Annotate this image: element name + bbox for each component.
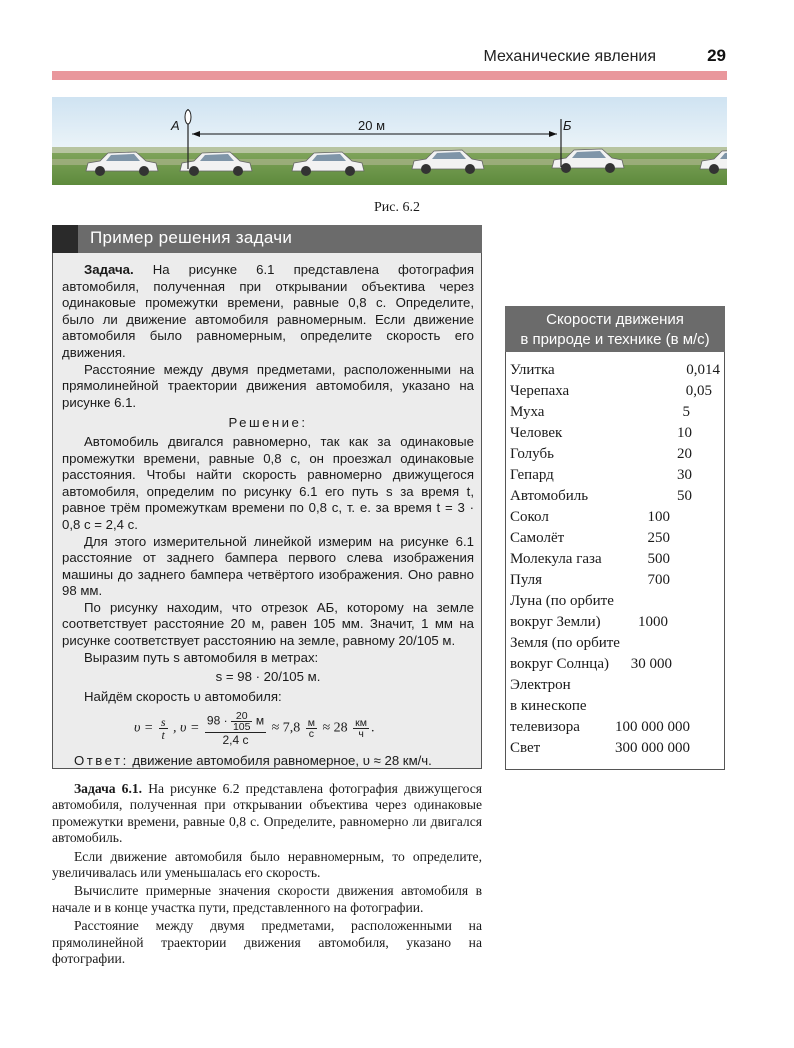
example-title: Пример решения задачи [90, 228, 293, 247]
label-point-b: Б [563, 118, 572, 133]
speed-table-row-name: Муха [510, 404, 545, 420]
speed-table-row-name: Луна (по орбите [510, 593, 614, 609]
speed-table-row-name: Черепаха [510, 383, 570, 399]
solution-heading: Решение: [228, 415, 308, 431]
speed-table-row-name: Голубь [510, 446, 554, 462]
solution-paragraph-1: Автомобиль двигался равномерно, так как за одинаковые промежутки времени, равные 0,8 с, он проезжал одинаковые расстояния. Чтобы найти скорость равномерно движущегося автомобиля, определим по рисунку 6.1 его путь s за время t, равное трём промежуткам времени по 0,8 с, т. е. за время t = 3 · 0,8 с = 2,4 с. [62, 433, 474, 532]
solution-paragraph-4: Выразим путь s автомобиля в метрах: [84, 649, 319, 665]
speed-table-row-name: Гепард [510, 467, 554, 483]
example-body [62, 262, 474, 770]
speed-table-row-name: вокруг Земли) [510, 614, 601, 630]
speed-table-row-name: Сокол [510, 509, 549, 525]
task-6-1-paragraph-2: Если движение автомобиля было неравномерным, то определите, увеличивалась или уменьшалась его скорость. [52, 848, 482, 881]
task-6-1 [52, 781, 482, 967]
car-photo-illustration [52, 97, 727, 185]
speed-table-row-value: 10 [677, 425, 692, 441]
speed-table-row-name: Земля (по орбите [510, 635, 620, 651]
answer-text: движение автомобиля равномерное, υ ≈ 28 км/ч. [128, 753, 432, 769]
speed-table-row-value: 100 000 000 [615, 719, 690, 735]
example-paragraph-2: Расстояние между двумя предметами, расположенными на прямолинейной траектории движения автомобиля, указано на рисунке 6.1. [62, 361, 474, 410]
speed-table-row-value: 250 [647, 530, 670, 546]
speed-table-row-name: вокруг Солнца) [510, 656, 609, 672]
eq-dot: . [370, 721, 375, 737]
example-task-text: На рисунке 6.1 представлена фотография автомобиля, полученная при открывании объектива через одинаковые промежутки времени, равные 0,8 с. Определите, было ли движение автомобиля равномерным. Если движение автомобиля было равномерным, определите скорость его движения. [62, 262, 474, 360]
task-6-1-paragraph-3: Вычислите примерные значения скорости движения автомобиля в начале и в конце участка пути, представленного на фотографии. [52, 883, 482, 915]
eq-approx-2: ≈ 28 [322, 721, 348, 737]
speed-table-row-value: 30 [677, 467, 692, 483]
task-6-1-paragraph-4: Расстояние между двумя предметами, расположенными на прямолинейной траектории движения автомобиля, указано на фотографии. [52, 918, 482, 967]
speed-table-row-value: 30 000 [630, 656, 672, 672]
speed-table-row-value: 0,05 [685, 383, 712, 399]
speed-table-row-value: 500 [647, 551, 670, 567]
solution-paragraph-2: Для этого измерительной линейкой измерим на рисунке 6.1 расстояние от заднего бампера первого слева изображения машины до заднего бампера четвёртого изображения. Оно равно 98 мм. [62, 533, 474, 599]
speed-table-row-name: Улитка [510, 362, 555, 378]
eq-v: υ = [134, 721, 154, 737]
eq-unit-ms: $\frac{м}{с}$ [307, 717, 315, 741]
speed-table-row-name: Электрон [510, 677, 571, 693]
task-6-1-label: Задача 6.1. [74, 781, 143, 796]
speed-table-row-name: в кинескопе [510, 698, 587, 714]
task-6-1-paragraph-1 [52, 781, 482, 847]
speed-table-row-value: 100 [647, 509, 670, 525]
speed-table-row-value: 300 000 000 [615, 740, 690, 756]
solution-paragraph-3: По рисунку находим, что отрезок АБ, которому на земле соответствует расстояние 20 м, равен 105 мм. Значит, 1 мм на рисунке соответствует расстоянию на земле, равному 20/105 м. [62, 599, 474, 649]
speed-table-row-name: Свет [510, 740, 541, 756]
formula-path: s = 98 · 20/105 м. [215, 669, 321, 685]
example-task-label: Задача. [84, 262, 134, 277]
figure-caption: Рис. 6.2 [374, 200, 420, 215]
speed-table-row-value: 1000 [638, 614, 668, 630]
velocity-equation [62, 707, 474, 751]
distance-label: 20 м [358, 118, 386, 133]
speed-table-title-line2: в природе и технике (в м/с) [520, 331, 710, 348]
eq-frac-st: $\frac{s}{t}$ [160, 715, 166, 743]
speed-table-row-name: Пуля [510, 572, 543, 588]
speed-table-title-line1: Скорости движения [546, 311, 684, 328]
task-6-1-text: На рисунке 6.2 представлена фотография движущегося автомобиля, полученная при открывании объектива через одинаковые промежутки времени, равные 0,8 с. Определите, равномерно ли двигался автомобиль. [52, 781, 482, 846]
figure-6-2-photo [52, 97, 727, 185]
speed-table-row-value: 5 [682, 404, 690, 420]
eq-approx-1: ≈ 7,8 [271, 721, 301, 737]
speed-table-row-value: 20 [677, 446, 692, 462]
running-header-section: Механические явления [483, 48, 656, 65]
label-point-a: А [171, 118, 180, 133]
speed-table-header [505, 306, 725, 352]
speed-table-row-value: 700 [647, 572, 670, 588]
eq-big-frac: 98 · $\frac{20}{105}$ м 2,4 с [206, 710, 265, 748]
speed-table-row-name: Молекула газа [510, 551, 602, 567]
solution-paragraph-5: Найдём скорость υ автомобиля: [84, 688, 282, 704]
answer-label: Ответ: [74, 753, 129, 769]
speed-table-row-value: 0,014 [686, 362, 720, 378]
speed-table-row-name: Самолёт [510, 530, 565, 546]
example-task [62, 262, 474, 362]
speed-table-row-name: Автомобиль [510, 488, 589, 504]
header-rule [52, 71, 727, 80]
eq-comma-v: , υ = [173, 721, 200, 737]
speed-table-row-name: Человек [510, 425, 563, 441]
example-header [52, 225, 482, 253]
example-answer [74, 753, 474, 770]
eq-unit-kmh: $\frac{км}{ч}$ [355, 717, 367, 741]
example-header-marker [52, 225, 78, 253]
speed-table-row-value: 50 [677, 488, 692, 504]
page-number: 29 [707, 46, 726, 65]
speed-table-row-name: телевизора [510, 719, 580, 735]
